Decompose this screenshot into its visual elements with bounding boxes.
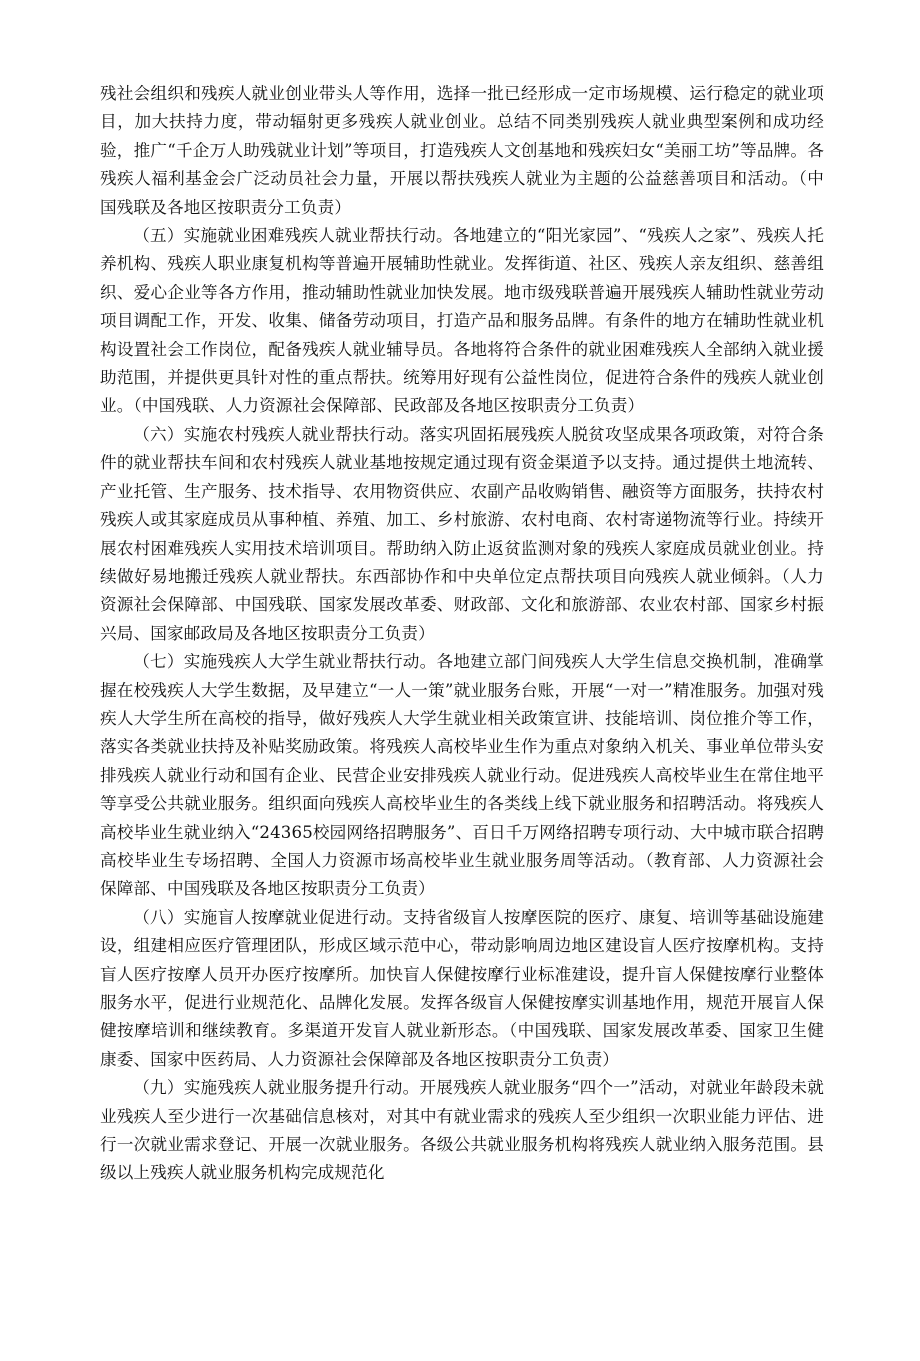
paragraph-section-7: （七）实施残疾人大学生就业帮扶行动。各地建立部门间残疾人大学生信息交换机制，准确掌握在校残疾人大学生数据，及早建立“一人一策”就业服务台账，开展“一对一”精准服务。加强对残疾人大学生所在高校的指导，做好残疾人大学生就业相关政策宣讲、技能培训、岗位推介等工作，落实各类就业扶持及补贴奖励政策。将残疾人高校毕业生作为重点对象纳入机关、事业单位带头安排残疾人就业行动和国有企业、民营企业安排残疾人就业行动。促进残疾人高校毕业生在常住地平等享受公共就业服务。组织面向残疾人高校毕业生的各类线上线下就业服务和招聘活动。将残疾人高校毕业生就业纳入“24365校园网络招聘服务”、百日千万网络招聘专项行动、大中城市联合招聘高校毕业生专场招聘、全国人力资源市场高校毕业生就业服务周等活动。（教育部、人力资源社会保障部、中国残联及各地区按职责分工负责） [100,652,824,899]
paragraph-continuation: 残社会组织和残疾人就业创业带头人等作用，选择一批已经形成一定市场规模、运行稳定的就业项目，加大扶持力度，带动辐射更多残疾人就业创业。总结不同类别残疾人就业典型案例和成功经验，推广“千企万人助残就业计划”等项目，打造残疾人文创基地和残疾妇女“美丽工坊”等品牌。各残疾人福利基金会广泛动员社会力量，开展以帮扶残疾人就业为主题的公益慈善项目和活动。（中国残联及各地区按职责分工负责） [100,84,824,217]
document-page [100,80,824,1188]
paragraph-section-5: （五）实施就业困难残疾人就业帮扶行动。各地建立的“阳光家园”、“残疾人之家”、残疾人托养机构、残疾人职业康复机构等普遍开展辅助性就业。发挥街道、社区、残疾人亲友组织、慈善组织、爱心企业等各方作用，推动辅助性就业加快发展。地市级残联普遍开展残疾人辅助性就业劳动项目调配工作，开发、收集、储备劳动项目，打造产品和服务品牌。有条件的地方在辅助性就业机构设置社会工作岗位，配备残疾人就业辅导员。各地将符合条件的就业困难残疾人全部纳入就业援助范围，并提供更具针对性的重点帮扶。统筹用好现有公益性岗位，促进符合条件的残疾人就业创业。（中国残联、人力资源社会保障部、民政部及各地区按职责分工负责） [100,226,824,416]
paragraph-section-6: （六）实施农村残疾人就业帮扶行动。落实巩固拓展残疾人脱贫攻坚成果各项政策，对符合条件的就业帮扶车间和农村残疾人就业基地按规定通过现有资金渠道予以支持。通过提供土地流转、产业托管、生产服务、技术指导、农用物资供应、农副产品收购销售、融资等方面服务，扶持农村残疾人或其家庭成员从事种植、养殖、加工、乡村旅游、农村电商、农村寄递物流等行业。持续开展农村困难残疾人实用技术培训项目。帮助纳入防止返贫监测对象的残疾人家庭成员就业创业。持续做好易地搬迁残疾人就业帮扶。东西部协作和中央单位定点帮扶项目向残疾人就业倾斜。（人力资源社会保障部、中国残联、国家发展改革委、财政部、文化和旅游部、农业农村部、国家乡村振兴局、国家邮政局及各地区按职责分工负责） [100,424,824,643]
paragraph-section-8: （八）实施盲人按摩就业促进行动。支持省级盲人按摩医院的医疗、康复、培训等基础设施建设，组建相应医疗管理团队，形成区域示范中心，带动影响周边地区建设盲人医疗按摩机构。支持盲人医疗按摩人员开办医疗按摩所。加快盲人保健按摩行业标准建设，提升盲人保健按摩行业整体服务水平，促进行业规范化、品牌化发展。发挥各级盲人保健按摩实训基地作用，规范开展盲人保健按摩培训和继续教育。多渠道开发盲人就业新形态。（中国残联、国家发展改革委、国家卫生健康委、国家中医药局、人力资源社会保障部及各地区按职责分工负责） [100,907,824,1069]
paragraph-section-9: （九）实施残疾人就业服务提升行动。开展残疾人就业服务“四个一”活动，对就业年龄段未就业残疾人至少进行一次基础信息核对，对其中有就业需求的残疾人至少组织一次职业能力评估、进行一次就业需求登记、开展一次就业服务。各级公共就业服务机构将残疾人就业纳入服务范围。县级以上残疾人就业服务机构完成规范化 [100,1078,824,1183]
